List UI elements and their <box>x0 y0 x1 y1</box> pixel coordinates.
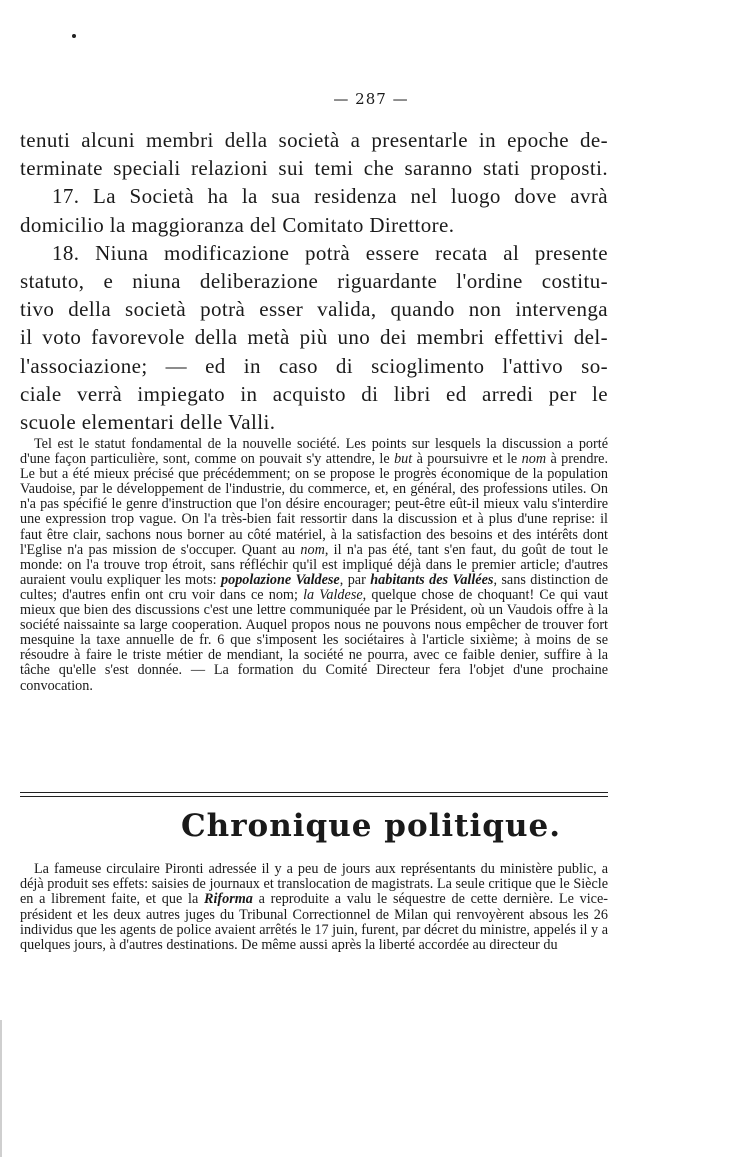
italian-line: domicilio la maggioranza del Comitato Direttore. <box>20 212 455 237</box>
italian-line: 17. La Società ha la sua residenza nel luogo dove avrà <box>52 184 608 209</box>
divider-rule <box>20 796 608 797</box>
italian-line: scuole elementari delle Valli. <box>20 410 276 435</box>
italian-line: tivo della società potrà esser valida, quando non intervenga <box>20 297 608 322</box>
page-number: — 287 — <box>333 90 409 108</box>
ink-dot <box>72 34 76 38</box>
emphasis-nom: nom <box>521 451 547 468</box>
emphasis-popolazione: popolazione Valdese <box>221 571 340 588</box>
italian-line: tenuti alcuni membri della società a presentarle in epoche de- <box>20 128 608 152</box>
italian-line: ciale verrà impiegato in acquisto di libri ed arredi per le <box>20 381 608 406</box>
emphasis-habitants: habitants des Vallées <box>370 571 494 588</box>
french-commentary <box>20 437 608 694</box>
emphasis-nom-2: nom <box>300 541 325 558</box>
italian-line: terminate speciali relazioni sui temi che saranno stati proposti. <box>20 156 608 181</box>
italian-line: statuto, e niuna deliberazione riguardante l'ordine costitu- <box>20 269 608 294</box>
italian-line: l'associazione; — ed in caso di scioglimento l'attivo so- <box>20 353 608 378</box>
chronique-paragraph: La fameuse circulaire Pironti adressée il y a peu de jours aux représentants du ministère public, a déjà produit ses effets: saisies de journaux et translocation de magistrats. La seule critique que le Siècle en a librement faite, et que la Riforma a reproduite a valu le séquestre de cette dernière. Le vice-président et les deux autres juges du Tribunal Correctionnel de Milan qui renvoyèrent absous les 26 individus que les agents de police avaient arrêtés le 17 juin, furent, par décret du ministre, appelés il y a quelques jours, à d'autres destinations. De même aussi après la liberté accordée au directeur du <box>20 861 608 954</box>
italian-statute-text <box>20 126 608 436</box>
emphasis-la-valdese: la Valdese <box>303 586 363 603</box>
emphasis-riforma: Riforma <box>204 891 253 908</box>
chronique-text <box>20 862 608 953</box>
italian-line: il voto favorevole della metà più uno dei membri effettivi del- <box>20 325 608 350</box>
page-edge-shadow <box>0 1020 2 1157</box>
french-paragraph: Tel est le statut fondamental de la nouvelle société. Les points sur lesquels la discussion a porté d'une façon particulière, sont, comme on pouvait s'y attendre, le but à poursuivre et le nom à prendre. Le but a été mieux précisé que précédemment; on se propose le progrès économique de la population Vaudoise, par le développement de l'industrie, du commerce, et, en général, des professions utiles. On n'a pas spécifié le genre d'instruction que l'on désire encourager; peut-être eût-il mieux valu s'interdire une expression trop vague. On l'a très-bien fait ressortir dans la discussion et à plus d'une reprise: il faut être clair, sachons nous borner au côté matériel, à la satisfaction des besoins et des intérêts dont l'Eglise n'a pas mission de s'occuper. Quant au nom, il n'a pas été, tant s'en faut, du goût de tout le monde: on l'a trouve trop étroit, sans réfléchir qu'il est impliqué déjà dans le premier article; d'autres auraient voulu expliquer les mots: popolazione Valdese, par habitants des Vallées, sans distinction de cultes; d'autres enfin ont cru voir dans ce nom; la Valdese, quelque chose de choquant! Ce qui vaut mieux que bien des discussions c'est une lettre communiquée par le Président, où un Vaudois offre à la société naissainte sa large cooperation. Auquel propos nous ne pouvons nous empêcher de trouver fort mesquine la taxe annuelle de fr. 6 que s'imposent les sociétaires à l'article sixième; à moins de se résoudre à faire le triste métier de mendiant, la société ne pourra, avec ce faible denier, suffire à la tâche qu'elle s'est donnée. — La formation du Comité Directeur fera l'objet d'une prochaine convocation. <box>20 436 609 694</box>
divider-rule <box>20 792 608 793</box>
section-title: Chronique politique. <box>181 808 561 844</box>
emphasis-but: but <box>394 451 413 468</box>
italian-line: 18. Niuna modificazione potrà essere recata al presente <box>52 240 608 265</box>
